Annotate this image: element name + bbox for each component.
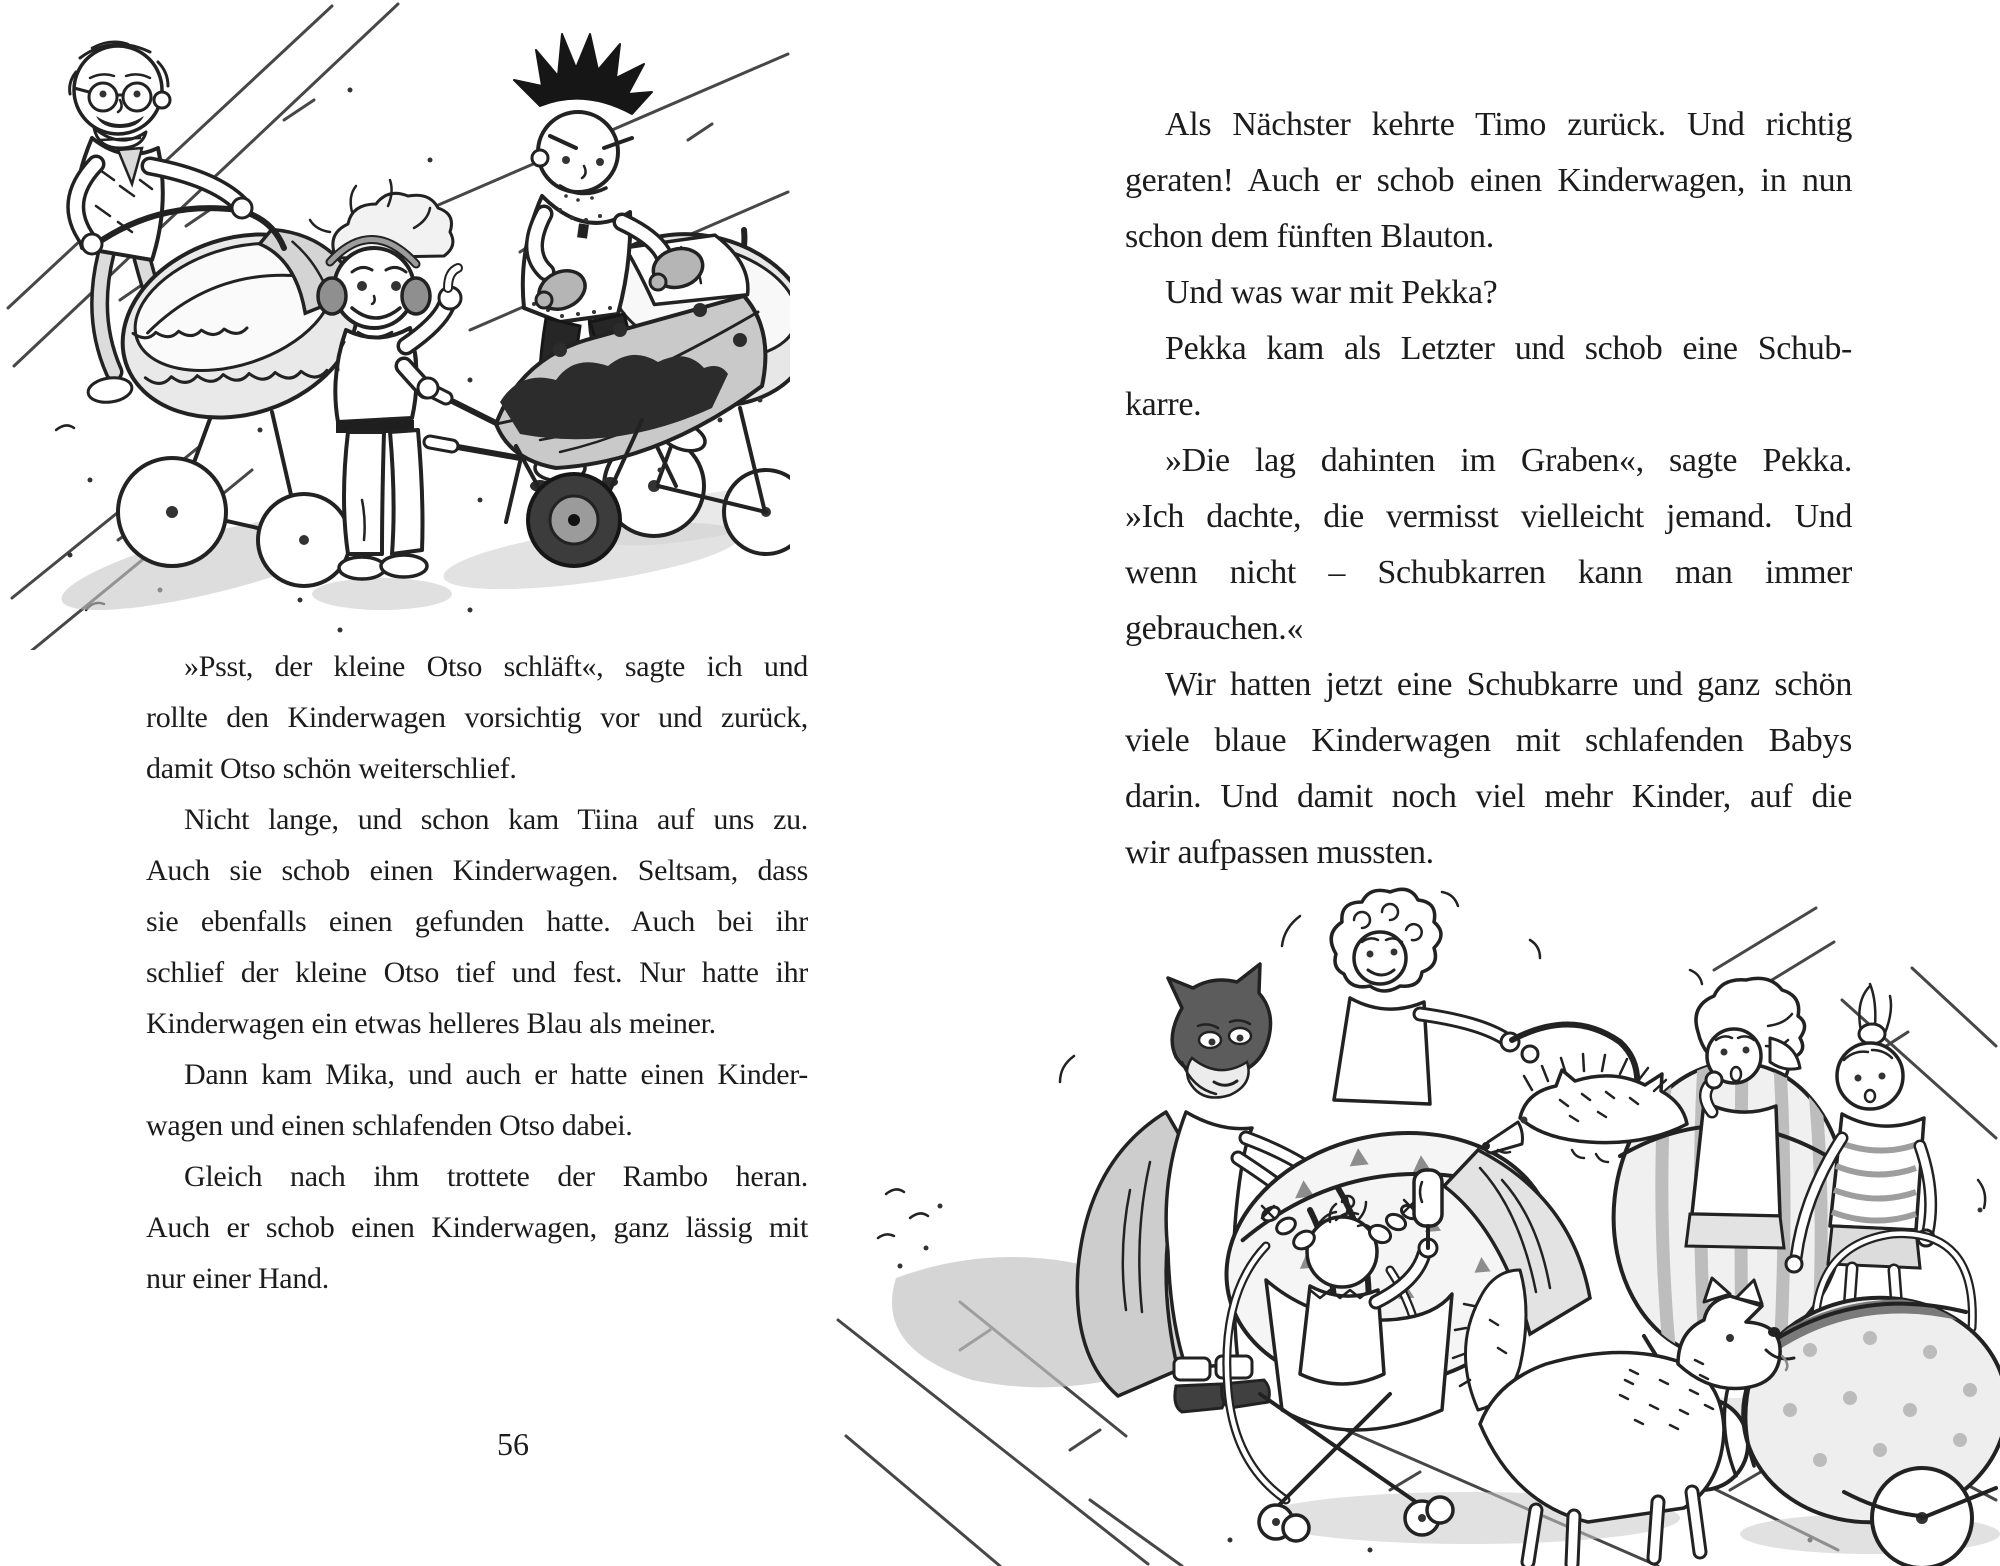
ice-pop <box>1414 1170 1442 1226</box>
text-line: Kinderwagen ein etwas helleres Blau als meiner. <box>146 1007 716 1040</box>
text-line: Auch er schob einen Kinderwagen, ganz lässig mit <box>146 1211 808 1244</box>
illustration-pram-gathering <box>830 850 2000 1566</box>
text-line: Auch sie schob einen Kinderwagen. Seltsam, dass <box>146 854 808 887</box>
text-line: »Ich dachte, die vermisst vielleicht jemand. Und <box>1125 498 1852 535</box>
text-line: viele blaue Kinderwagen mit schlafenden Babys <box>1125 722 1852 759</box>
text-line: Gleich nach ihm trottete der Rambo heran. <box>184 1160 808 1193</box>
illustration-sidewalk-prams <box>0 0 790 650</box>
text-line: nur einer Hand. <box>146 1262 329 1295</box>
text-line: gebrauchen.« <box>1125 610 1304 647</box>
left-page-body-text <box>146 641 808 1304</box>
text-line: »Die lag dahinten im Graben«, sagte Pekka. <box>1165 442 1852 479</box>
right-page-body-text <box>1125 97 1852 881</box>
text-line: karre. <box>1125 386 1202 423</box>
text-line: Nicht lange, und schon kam Tiina auf uns zu. <box>184 803 808 836</box>
text-line: schon dem fünften Blauton. <box>1125 218 1494 255</box>
text-line: Und was war mit Pekka? <box>1165 274 1498 311</box>
page-number: 56 <box>497 1426 529 1462</box>
cat-mask <box>1168 964 1271 1077</box>
text-line: Als Nächster kehrte Timo zurück. Und richtig <box>1165 106 1852 143</box>
text-line: wagen und einen schlafenden Otso dabei. <box>146 1109 633 1142</box>
text-line: damit Otso schön weiterschlief. <box>146 752 517 785</box>
text-line: schlief der kleine Otso tief und fest. Nur hatte ihr <box>146 956 808 989</box>
text-line: wir aufpassen mussten. <box>1125 834 1434 871</box>
figure-curly-woman <box>1331 889 1637 1104</box>
text-line: geraten! Auch er schob einen Kinderwagen, in nun <box>1125 162 1852 199</box>
text-line: sie ebenfalls einen gefunden hatte. Auch bei ihr <box>146 905 808 938</box>
text-line: Pekka kam als Letzter und schob eine Schub- <box>1165 330 1852 367</box>
text-line: darin. Und damit noch viel mehr Kinder, auf die <box>1125 778 1852 815</box>
text-line: wenn nicht – Schubkarren kann man immer <box>1125 554 1852 591</box>
text-line: Wir hatten jetzt eine Schubkarre und ganz schön <box>1165 666 1852 703</box>
text-line: »Psst, der kleine Otso schläft«, sagte ich und <box>184 650 808 683</box>
text-line: rollte den Kinderwagen vorsichtig vor und zurück, <box>146 701 808 734</box>
text-line: Dann kam Mika, und auch er hatte einen Kinder- <box>184 1058 808 1091</box>
